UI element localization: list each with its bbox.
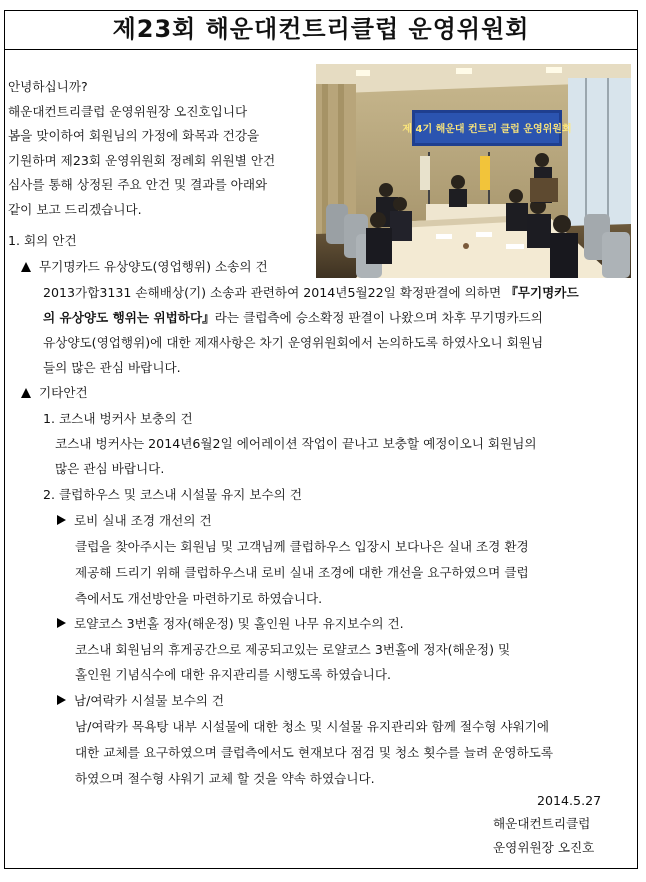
intro-line: 해운대컨트리클럽 운영위원장 오진호입니다 — [8, 103, 248, 119]
sign-date: 2014.5.27 — [537, 793, 602, 808]
intro-line: 같이 보고 드리겠습니다. — [8, 201, 142, 217]
agenda-item-1-text: 라는 클럽측에 승소확정 판결이 나왔으며 차후 무기명카드의 — [214, 310, 543, 325]
intro-paragraph — [8, 75, 275, 222]
right-triangle-bullet-icon — [57, 618, 66, 628]
agenda-item-1-bold-text: 의 유상양도 행위는 위법하다』 — [43, 310, 215, 325]
sign-organization: 해운대컨트리클럽 — [493, 816, 591, 831]
agenda-item-1-line — [43, 280, 579, 306]
sub-item-1-line: 코스내 벙커사는 2014년6월2일 에어레이션 작업이 끝나고 보충할 예정이오니 회원님의 — [55, 436, 537, 451]
point-line: 하였으며 절수형 샤워기 교체 할 것을 약속 하였습니다. — [75, 771, 375, 786]
agenda-item-1-text: 2013가합3131 손해배상(기) 소송과 관련하여 2014년5월22일 확정판결에 의하면 — [43, 285, 502, 300]
sub-item-1-title: 1. 코스내 벙커사 보충의 건 — [43, 411, 193, 426]
sub-item-1-line: 많은 관심 바랍니다. — [55, 461, 165, 476]
agenda-item-1-line: 들의 많은 관심 바랍니다. — [43, 360, 181, 375]
point-line: 클럽을 찾아주시는 회원님 및 고객님께 클럽하우스 입장시 보다나은 실내 조경 환경 — [75, 539, 529, 554]
sign-person: 운영위원장 오진호 — [493, 840, 595, 855]
point-title-text: 로비 실내 조경 개선의 건 — [74, 513, 212, 528]
triangle-bullet-icon — [21, 388, 31, 398]
banner-text: 제 4기 해운대 컨트리 클럽 운영위원회 — [402, 124, 572, 135]
point-title-text: 남/여락카 시설물 보수의 건 — [74, 693, 225, 708]
right-triangle-bullet-icon — [57, 515, 66, 525]
section-heading: 1. 회의 안건 — [8, 233, 77, 248]
point-title — [57, 688, 224, 714]
agenda-item-2-title-text: 기타안건 — [39, 385, 88, 400]
triangle-bullet-icon — [21, 262, 31, 272]
intro-line: 봄을 맞이하여 회원님의 가정에 화목과 건강을 — [8, 128, 260, 143]
intro-line: 심사를 통해 상정된 주요 안건 및 결과를 아래와 — [8, 177, 268, 192]
agenda-item-1-title — [21, 254, 268, 280]
point-line: 홀인원 기념식수에 대한 유지관리를 시행도록 하였습니다. — [75, 667, 391, 682]
point-line: 측에서도 개선방안을 마련하기로 하였습니다. — [75, 591, 323, 606]
right-triangle-bullet-icon — [57, 695, 66, 705]
point-line: 대한 교체를 요구하였으며 클럽측에서도 현재보다 점검 및 청소 횟수를 늘려 운영하도록 — [75, 745, 553, 760]
intro-line: 안녕하십니까? — [8, 79, 88, 94]
point-line: 남/여락카 목욕탕 내부 시설물에 대한 청소 및 시설물 유지관리와 함께 절수형 샤워기에 — [75, 719, 550, 734]
notice-document — [4, 10, 638, 869]
meeting-photo-illustration — [316, 64, 631, 278]
point-title-text: 로얄코스 3번홀 정자(해운정) 및 홀인원 나무 유지보수의 건. — [74, 616, 404, 631]
agenda-item-2-title — [21, 380, 88, 406]
intro-line: 기원하며 제23회 운영위원회 정례회 위원별 안건 — [8, 152, 276, 168]
agenda-item-1-line — [43, 305, 543, 331]
sub-item-2-title: 2. 클럽하우스 및 코스내 시설물 유지 보수의 건 — [43, 487, 303, 502]
agenda-item-1-bold-text: 『무기명카드 — [505, 285, 579, 300]
agenda-item-1-title-text: 무기명카드 유상양도(영업행위) 소송의 건 — [39, 259, 268, 274]
document-title: 제23회 해운대컨트리클럽 운영위원회 — [5, 11, 637, 50]
point-line: 코스내 회원님의 휴게공간으로 제공되고있는 로얄코스 3번홀에 정자(해운정) 및 — [75, 642, 511, 657]
point-title — [57, 611, 404, 637]
point-line: 제공해 드리기 위해 클럽하우스내 로비 실내 조경에 대한 개선을 요구하였으며 클럽 — [75, 565, 529, 580]
point-title — [57, 508, 212, 534]
meeting-photo — [316, 64, 631, 278]
agenda-item-1-line: 유상양도(영업행위)에 대한 제재사항은 차기 운영위원회에서 논의하도록 하였사오니 회원님 — [43, 335, 544, 350]
